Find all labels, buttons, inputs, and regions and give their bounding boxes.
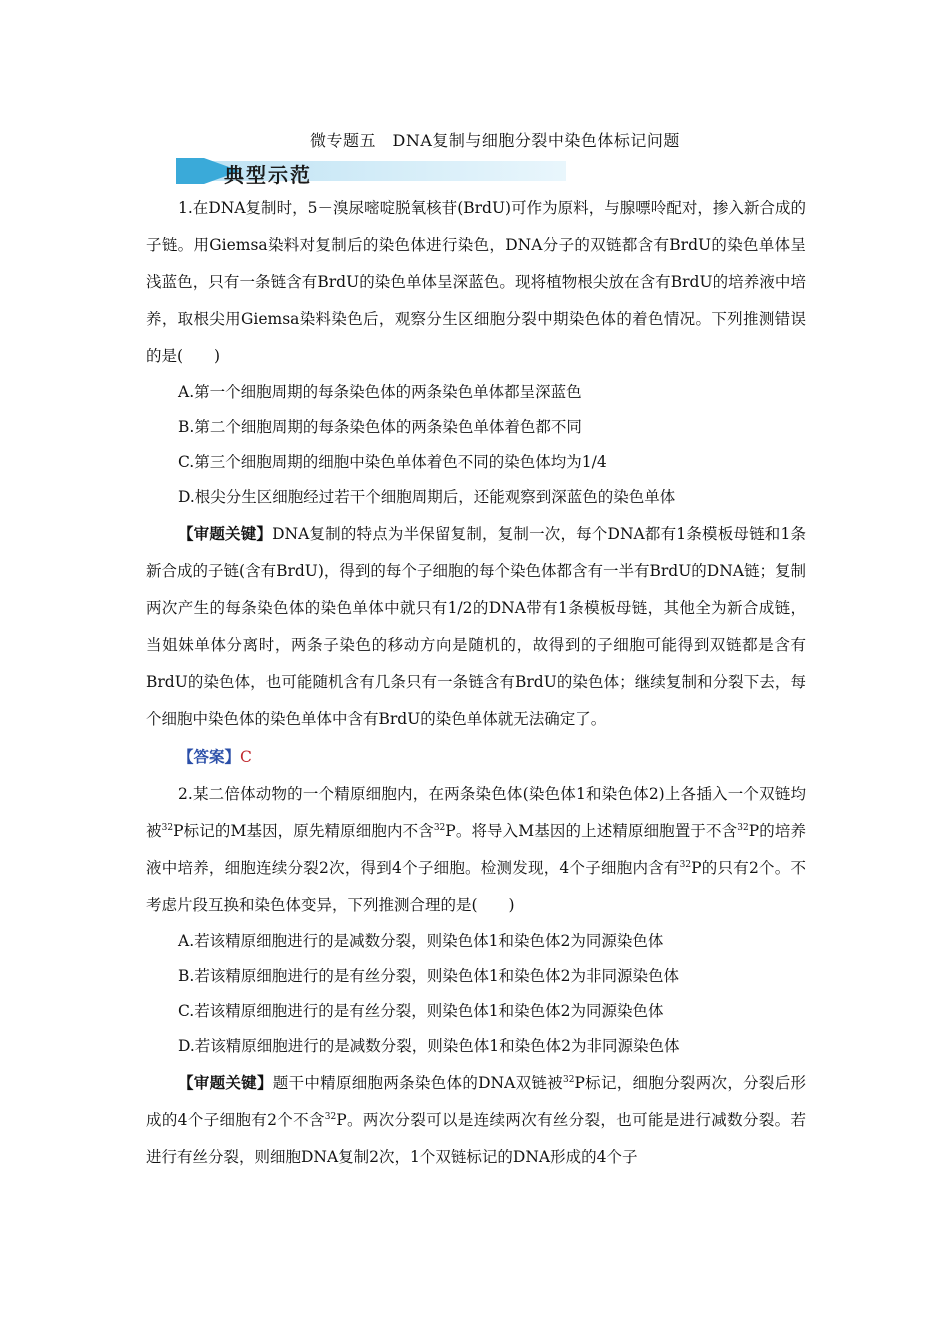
q1-key-paragraph bbox=[146, 515, 806, 738]
q2-option-c: C.若该精原细胞进行的是有丝分裂，则染色体1和染色体2为同源染色体 bbox=[178, 1002, 664, 1020]
q1-option-d: D.根尖分生区细胞经过若干个细胞周期后，还能观察到深蓝色的染色单体 bbox=[178, 488, 676, 506]
q2-stem-text: P的只有2个。不考虑片段互换和染色体变异，下列推测合理的是( ) bbox=[146, 859, 806, 914]
superscript-32: 32 bbox=[562, 1075, 575, 1085]
q2-key-text: 题干中精原细胞两条染色体的DNA双链被 bbox=[272, 1074, 563, 1092]
answer-label: 【答案】 bbox=[178, 747, 241, 766]
q1-answer bbox=[146, 738, 806, 776]
superscript-32: 32 bbox=[737, 823, 749, 833]
q1-option-b: B.第二个细胞周期的每条染色体的两条染色单体着色都不同 bbox=[178, 418, 582, 436]
section-banner bbox=[176, 158, 566, 187]
q2-stem-text: P的培养液中培养，细胞连续分裂2次，得到4个子细胞。检测发现，4个子细胞内含有 bbox=[146, 822, 806, 877]
q2-stem-text: 2.某二倍体动物的一个精原细胞内，在两条染色体(染色体1和染色体2)上各插入一个双链均被 bbox=[146, 785, 806, 840]
q2-stem-text: P。将导入M基因的上述精原细胞置于不含 bbox=[445, 822, 738, 840]
q1-key-label: 【审题关键】 bbox=[178, 524, 273, 543]
q2-key-paragraph bbox=[146, 1064, 806, 1176]
document-body bbox=[146, 190, 806, 1176]
q1-option-a: A.第一个细胞周期的每条染色体的两条染色单体都呈深蓝色 bbox=[178, 383, 582, 401]
page-title: 微专题五 DNA复制与细胞分裂中染色体标记问题 bbox=[310, 131, 680, 150]
q2-key-text: P。两次分裂可以是连续两次有丝分裂，也可能是进行减数分裂。若进行有丝分裂，则细胞DNA复制2次，1个双链标记的DNA形成的4个子 bbox=[146, 1111, 806, 1166]
q2-key-label: 【审题关键】 bbox=[178, 1073, 273, 1092]
q2-option-b: B.若该精原细胞进行的是有丝分裂，则染色体1和染色体2为非同源染色体 bbox=[178, 967, 680, 985]
superscript-32: 32 bbox=[324, 1112, 337, 1122]
q2-stem-text: P标记的M基因，原先精原细胞内不含 bbox=[173, 822, 434, 840]
q1-stem: 1.在DNA复制时，5－溴尿嘧啶脱氧核苷(BrdU)可作为原料，与腺嘌呤配对，掺入新合成的子链。用Giemsa染料对复制后的染色体进行染色，DNA分子的双链都含有BrdU的染色单体呈浅蓝色，只有一条链含有BrdU的染色单体呈深蓝色。现将植物根尖放在含有BrdU的培养液中培养，取根尖用Giemsa染料染色后，观察分生区细胞分裂中期染色体的着色情况。下列推测错误的是( ) bbox=[146, 199, 806, 365]
superscript-32: 32 bbox=[161, 823, 174, 833]
answer-value: C bbox=[240, 748, 252, 766]
section-label: 典型示范 bbox=[224, 163, 312, 187]
q2-option-d: D.若该精原细胞进行的是减数分裂，则染色体1和染色体2为非同源染色体 bbox=[178, 1037, 680, 1055]
superscript-32: 32 bbox=[433, 823, 446, 833]
q1-key-text: DNA复制的特点为半保留复制，复制一次，每个DNA都有1条模板母链和1条新合成的子链(含有BrdU)，得到的每个子细胞的每个染色体都含有一半有BrdU的DNA链；复制两次产生的每条染色体的染色单体中就只有1/2的DNA带有1条模板母链，其他全为新合成链，当姐妹单体分离时，两条子染色的移动方向是随机的，故得到的子细胞可能得到双链都是含有BrdU的染色体，也可能随机含有几条只有一条链含有BrdU的染色体；继续复制和分裂下去，每个细胞中染色体的染色单体中含有BrdU的染色单体就无法确定了。 bbox=[146, 525, 806, 728]
q2-option-a: A.若该精原细胞进行的是减数分裂，则染色体1和染色体2为同源染色体 bbox=[178, 932, 664, 950]
banner-block bbox=[176, 158, 204, 184]
q2-stem bbox=[146, 776, 806, 924]
superscript-32: 32 bbox=[679, 860, 692, 870]
q1-option-c: C.第三个细胞周期的细胞中染色单体着色不同的染色体均为1/4 bbox=[178, 453, 607, 471]
q2-key-text: P标记，细胞分裂两次，分裂后形成的4个子细胞有2个不含 bbox=[146, 1074, 806, 1129]
